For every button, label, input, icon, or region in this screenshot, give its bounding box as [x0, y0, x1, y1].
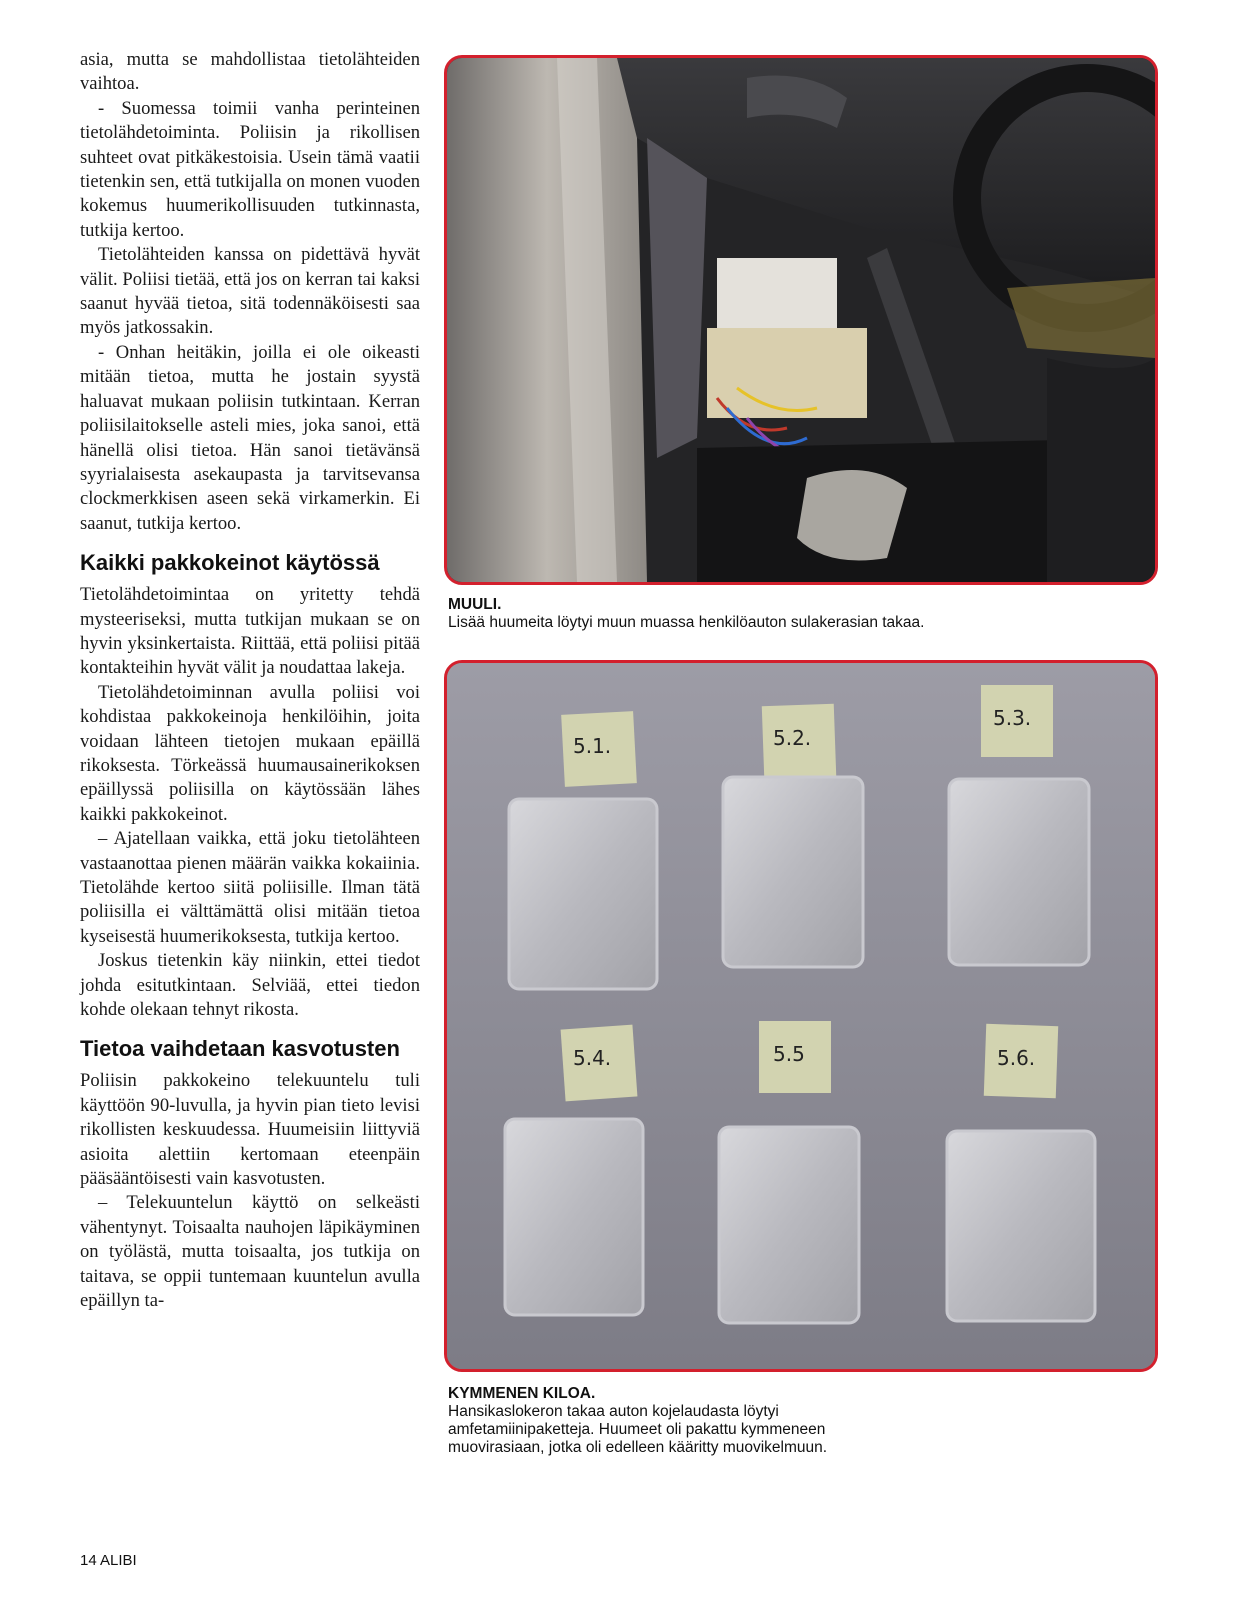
caption-2-text: Hansikaslokeron takaa auton kojelaudasta löytyi amfetamiinipaketteja. Huumeet oli pakattu kymmeneen muovirasiaan, jotka oli edelleen kääritty muovikelmuun.	[448, 1403, 828, 1456]
package-3	[949, 779, 1089, 965]
photo-car-fuse-box	[444, 55, 1158, 585]
article-column	[80, 48, 420, 1314]
label-5-4: 5.4.	[573, 1046, 612, 1070]
packages-illustration	[447, 663, 1155, 1369]
label-5-5: 5.5	[773, 1042, 805, 1066]
subheading-2: Tietoa vaihdetaan kasvotusten	[80, 1036, 400, 1062]
paragraph-7: – Ajatellaan vaikka, että joku tietolähteen vastaanottaa pienen määrän vaikka kokaiinia. Tietolähde kertoo siitä poliisille. Ilman tätä poliisilla ei välttämättä olisi mitään tietoa kyseisestä huumerikoksesta, tutkija kertoo.	[80, 828, 420, 947]
package-1	[509, 799, 657, 989]
photo-drug-packages	[444, 660, 1158, 1372]
package-4	[505, 1119, 643, 1315]
package-5	[719, 1127, 859, 1323]
package-2	[723, 777, 863, 967]
label-5-2: 5.2.	[773, 726, 812, 750]
paragraph-5: Tietolähdetoimintaa on yritetty tehdä mysteeriseksi, mutta tutkijan mukaan se on hyvin yksinkertaista. Riittää, että poliisi pitää kontakteihin hyvät välit ja noudattaa lakeja.	[80, 584, 420, 679]
caption-1-title: MUULI.	[448, 596, 502, 613]
paragraph-4: - Onhan heitäkin, joilla ei ole oikeasti mitään tietoa, mutta he jostain syystä haluavat mukaan poliisin tutkintaan. Kerran poliisilaitokselle asteli mies, joka sanoi, että hänellä olisi tietoa. Hän sanoi tietävänsä syyrialaisesta asekaupasta ja tarvitsevansa clockmerkkisen aseen sekä virkamerkin. Ei saanut, tutkija kertoo.	[80, 341, 420, 534]
paragraph-2: - Suomessa toimii vanha perinteinen tietolähdetoiminta. Poliisin ja rikollisen suhteet ovat pitkäkestoisia. Usein tämä vaatii tietenkin sen, että tutkijalla on monen vuoden kokemus huumerikollisuuden tutkinnasta, tutkija kertoo.	[80, 97, 420, 241]
paragraph-1: asia, mutta se mahdollistaa tietolähteiden vaihtoa.	[80, 49, 420, 95]
label-5-6: 5.6.	[997, 1046, 1036, 1070]
caption-2-title: KYMMENEN KILOA.	[448, 1385, 596, 1402]
subheading-1: Kaikki pakkokeinot käytössä	[80, 550, 380, 576]
paragraph-8: Joskus tietenkin käy niinkin, ettei tiedot johda esitutkintaan. Selviää, ettei tiedon kohde olekaan tehnyt rikosta.	[80, 950, 420, 1021]
caption-photo-2	[448, 1385, 848, 1457]
car-interior-illustration	[447, 58, 1155, 582]
paragraph-9: Poliisin pakkokeino telekuuntelu tuli käyttöön 90-luvulla, ja hyvin pian tieto levisi rikollisten keskuudessa. Huumeisiin liittyviä asioita alettiin kertomaan eteenpäin pääsääntöisesti vain kasvotusten.	[80, 1070, 420, 1190]
paragraph-6: Tietolähdetoiminnan avulla poliisi voi kohdistaa pakkokeinoja henkilöihin, joita voidaan lähteen tietojen mukaan epäillä rikoksesta. Törkeässä huumausainerikoksen epäillyssä poliisilla on käytössään lähes kaikki pakkokeinot.	[80, 681, 420, 825]
caption-1-text: Lisää huumeita löytyi muun muassa henkilöauton sulakerasian takaa.	[448, 614, 925, 631]
label-5-1: 5.1.	[573, 734, 612, 758]
paragraph-3: Tietolähteiden kanssa on pidettävä hyvät välit. Poliisi tietää, että jos on kerran tai kaksi saanut hyvää tietoa, sitä todennäköisesti saa myös jatkossakin.	[80, 244, 420, 339]
caption-photo-1	[448, 596, 1158, 632]
package-6	[947, 1131, 1095, 1321]
label-5-3: 5.3.	[993, 706, 1032, 730]
page-footer: 14 ALIBI	[80, 1552, 137, 1569]
paragraph-10: – Telekuuntelun käyttö on selkeästi vähentynyt. Toisaalta nauhojen läpikäyminen on työlästä, mutta toisaalta, jos tutkija on taitava, se oppii tuntemaan kuuntelun avulla epäillyn ta-	[80, 1192, 420, 1312]
